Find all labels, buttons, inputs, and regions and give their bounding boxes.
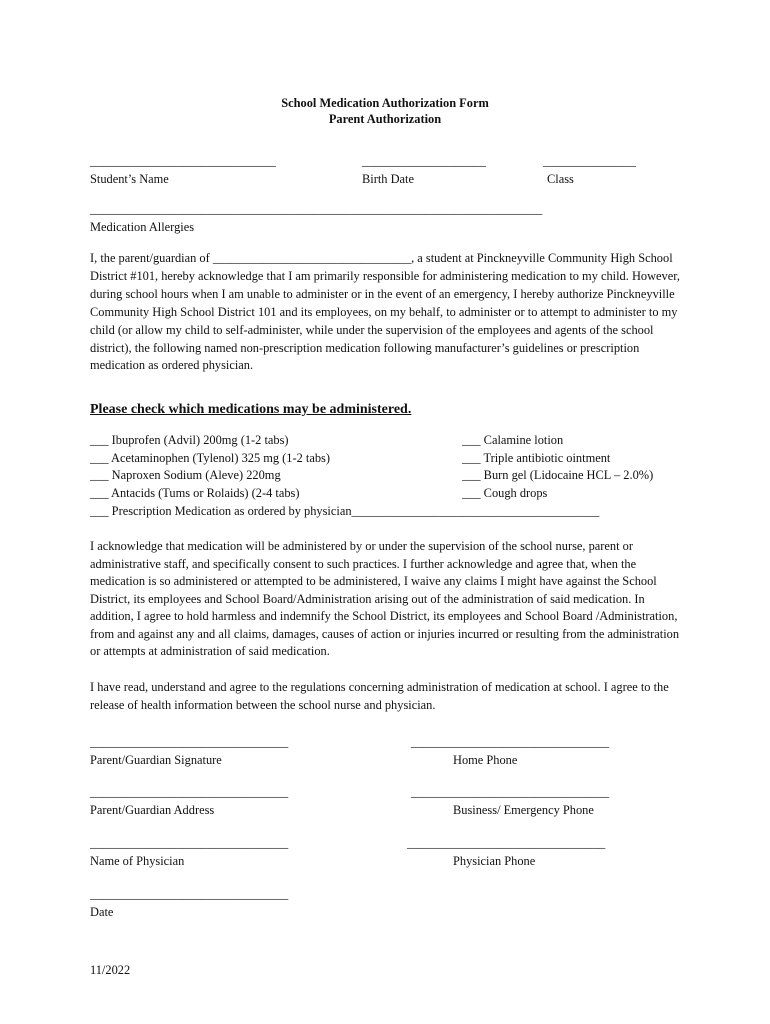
date-label: Date: [90, 905, 114, 919]
birth-date-field[interactable]: ____________________: [362, 154, 486, 168]
medication-allergies-field[interactable]: _________________________________________________________________________: [90, 202, 543, 216]
med-option-prescription[interactable]: ___ Prescription Medication as ordered by physician________________________________________: [90, 504, 600, 518]
med-option-antibiotic-ointment[interactable]: ___ Triple antibiotic ointment: [462, 451, 611, 465]
date-field[interactable]: ________________________________: [90, 887, 289, 901]
class-field[interactable]: _______________: [543, 154, 636, 168]
student-name-label: Student’s Name: [90, 172, 169, 186]
agreement-paragraph: I have read, understand and agree to the regulations concerning administration of medication at school. I agree to the release of health information between the school nurse and physician.: [90, 680, 669, 712]
form-title: School Medication Authorization Form: [281, 96, 489, 110]
birth-date-label: Birth Date: [362, 172, 414, 186]
med-option-cough-drops[interactable]: ___ Cough drops: [462, 486, 548, 500]
student-name-field[interactable]: ______________________________: [90, 154, 276, 168]
physician-phone-field[interactable]: ________________________________: [407, 836, 606, 850]
medications-heading: Please check which medications may be administered.: [90, 402, 412, 417]
medication-allergies-label: Medication Allergies: [90, 220, 195, 234]
acknowledgement-paragraph: I acknowledge that medication will be administered by or under the supervision of the school nurse, parent or administrative staff, and specifically consent to such practices. I further acknowledge and agree that, when the medication is so administered or attempted to be administered, I waive any claims I might have against the School District, its employees and School Board/Administration arising out of the administration of said medication. In addition, I agree to hold harmless and indemnify the School District, its employees and School Board /Administration, from and against any and all claims, damages, causes of action or injuries incurred or resulting from the administration or attempts at administration of said medication.: [90, 539, 680, 658]
home-phone-field[interactable]: ________________________________: [411, 735, 610, 749]
med-option-acetaminophen[interactable]: ___ Acetaminophen (Tylenol) 325 mg (1-2 tabs): [90, 451, 331, 465]
med-option-ibuprofen[interactable]: ___ Ibuprofen (Advil) 200mg (1-2 tabs): [90, 433, 289, 447]
home-phone-label: Home Phone: [453, 753, 518, 767]
med-option-naproxen[interactable]: ___ Naproxen Sodium (Aleve) 220mg: [90, 468, 281, 482]
form-subtitle: Parent Authorization: [328, 112, 442, 126]
med-option-calamine[interactable]: ___ Calamine lotion: [462, 433, 564, 447]
business-phone-label: Business/ Emergency Phone: [453, 803, 594, 817]
physician-phone-label: Physician Phone: [453, 854, 536, 868]
guardian-signature-field[interactable]: ________________________________: [90, 735, 289, 749]
guardian-signature-label: Parent/Guardian Signature: [90, 753, 222, 767]
class-label: Class: [547, 172, 574, 186]
guardian-address-label: Parent/Guardian Address: [90, 803, 215, 817]
business-phone-field[interactable]: ________________________________: [411, 785, 610, 799]
authorization-paragraph: I, the parent/guardian of ________________________________, a student at Pinckneyville Community High School District #101, hereby acknowledge that I am primarily responsible for administering medication to my child. However, during school hours when I am unable to administer or in the event of an emergency, I hereby authorize Pinckneyville Community High School District 101 and its employees, on my behalf, to administer or to attempt to administer to my child (or allow my child to self-administer, while under the supervision of the employees and agents of the school district), the following named non-prescription medication following manufacturer’s guidelines or prescription medication as ordered physician.: [90, 251, 680, 373]
guardian-address-field[interactable]: ________________________________: [90, 785, 289, 799]
med-option-burn-gel[interactable]: ___ Burn gel (Lidocaine HCL – 2.0%): [462, 468, 654, 482]
physician-name-field[interactable]: ________________________________: [90, 836, 289, 850]
physician-name-label: Name of Physician: [90, 854, 185, 868]
revision-date: 11/2022: [90, 963, 131, 977]
med-option-antacids[interactable]: ___ Antacids (Tums or Rolaids) (2-4 tabs): [90, 486, 300, 500]
